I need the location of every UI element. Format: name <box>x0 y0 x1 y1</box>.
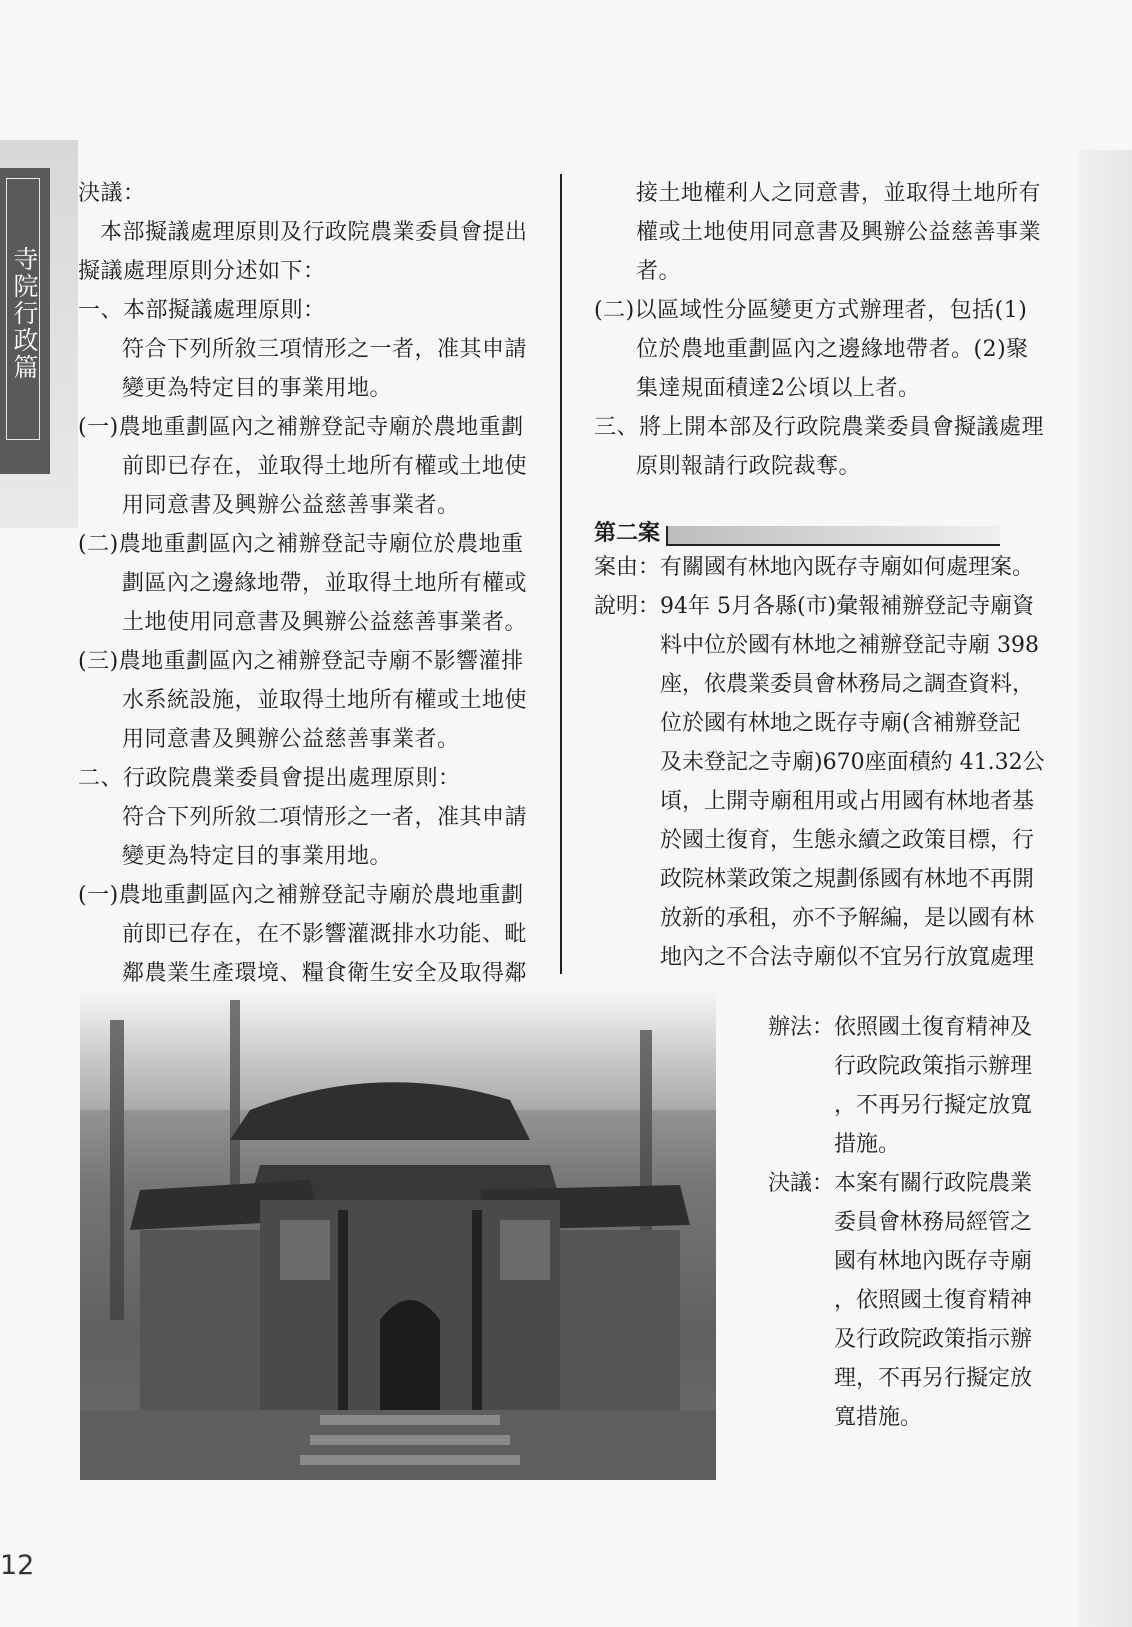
temple-gate-photo <box>80 990 716 1480</box>
explain-line: 頃，上開寺廟租用或占用國有林地者基 <box>660 789 1035 814</box>
method-text <box>834 1008 1048 1164</box>
method-line: 依照國土復育精神及 <box>834 1015 1033 1040</box>
explain-label: 說明： <box>594 594 661 619</box>
case-two-body <box>594 548 1046 1016</box>
explain-line: 於國土復育，生態永續之政策目標，行 <box>660 828 1035 853</box>
body-line: 土地使用同意書及興辦公益慈善事業者。 <box>122 610 528 635</box>
resolution-row <box>768 1164 1048 1437</box>
method-line: 措施。 <box>834 1132 901 1157</box>
body-line: 本部擬議處理原則及行政院農業委員會提出 <box>100 220 528 245</box>
explain-line: 放新的承租，亦不予解編，是以國有林 <box>660 906 1035 931</box>
body-line: 者。 <box>636 259 682 284</box>
body-line: 符合下列所敘三項情形之一者，准其申請 <box>122 337 528 362</box>
list-item: (一)農地重劃區內之補辦登記寺廟於農地重劃 <box>78 883 524 908</box>
method-line: ，不再另行擬定放寬 <box>834 1093 1033 1118</box>
body-line: 原則報請行政院裁奪。 <box>636 454 862 479</box>
resolution-line: 寬措施。 <box>834 1405 923 1430</box>
method-label: 辦法： <box>768 1015 835 1040</box>
list-item: (一)農地重劃區內之補辦登記寺廟於農地重劃 <box>78 415 524 440</box>
resolution-line: 委員會林務局經管之 <box>834 1210 1033 1235</box>
body-line: 擬議處理原則分述如下： <box>78 259 326 284</box>
explain-line: 料中位於國有林地之補辦登記寺廟 398 <box>660 633 1040 658</box>
explain-line: 94年 5月各縣(市)彙報補辦登記寺廟資 <box>660 594 1035 619</box>
body-line: 符合下列所敘二項情形之一者，准其申請 <box>122 805 528 830</box>
explain-text <box>660 587 1046 1016</box>
left-column <box>78 174 534 993</box>
page-edge-shade <box>1078 150 1132 1627</box>
list-heading: 一、本部擬議處理原則： <box>78 298 326 323</box>
resolution-line: 及行政院政策指示辦 <box>834 1327 1033 1352</box>
resolution-line: ，依照國土復育精神 <box>834 1288 1033 1313</box>
resolution-line: 本案有關行政院農業 <box>834 1171 1033 1196</box>
body-line: 權或土地使用同意書及興辦公益慈善事業 <box>636 220 1042 245</box>
body-line: 劃區內之邊緣地帶，並取得土地所有權或 <box>122 571 528 596</box>
resolution-text <box>834 1164 1048 1437</box>
body-line: 位於農地重劃區內之邊緣地帶者。(2)聚 <box>636 337 1029 362</box>
column-divider <box>560 174 562 974</box>
list-item: (二)以區域性分區變更方式辦理者，包括(1) <box>594 298 1028 323</box>
body-line: 集達規面積達2公頃以上者。 <box>636 376 921 401</box>
body-line: 用同意書及興辦公益慈善事業者。 <box>122 727 460 752</box>
resolution-line: 理，不再另行擬定放 <box>834 1366 1033 1391</box>
case-explain-row <box>594 587 1046 1016</box>
body-line: 鄰農業生產環境、糧食衛生安全及取得鄰 <box>122 961 528 986</box>
case-two-title: 第二案 <box>594 521 661 546</box>
body-line: 前即已存在，在不影響灌溉排水功能、毗 <box>122 922 528 947</box>
method-line: 行政院政策指示辦理 <box>834 1054 1033 1079</box>
case-two-header <box>594 518 998 550</box>
explain-line: 地內之不合法寺廟似不宜另行放寬處理 <box>660 945 1035 970</box>
section-tab <box>0 168 50 474</box>
explain-line: 及未登記之寺廟)670座面積約 41.32公 <box>660 750 1045 775</box>
resolution-label: 決議： <box>768 1171 835 1196</box>
cause-text: 有關國有林地內既存寺廟如何處理案。 <box>660 555 1035 580</box>
explain-line: 政院林業政策之規劃係國有林地不再開 <box>660 867 1035 892</box>
body-line: 變更為特定目的事業用地。 <box>122 844 393 869</box>
temple-gate-illustration <box>80 990 716 1480</box>
case-two-decision <box>768 1008 1048 1437</box>
list-heading: 二、行政院農業委員會提出處理原則： <box>78 766 461 791</box>
list-item: (二)農地重劃區內之補辦登記寺廟位於農地重 <box>78 532 524 557</box>
body-line: 水系統設施，並取得土地所有權或土地使 <box>122 688 528 713</box>
method-row <box>768 1008 1048 1164</box>
body-line: 變更為特定目的事業用地。 <box>122 376 393 401</box>
body-line: 用同意書及興辦公益慈善事業者。 <box>122 493 460 518</box>
body-line: 接土地權利人之同意書，並取得土地所有 <box>636 181 1042 206</box>
right-column <box>594 174 1046 486</box>
body-line: 前即已存在，並取得土地所有權或土地使 <box>122 454 528 479</box>
list-item: (三)農地重劃區內之補辦登記寺廟不影響灌排 <box>78 649 524 674</box>
resolution-line: 國有林地內既存寺廟 <box>834 1249 1033 1274</box>
case-cause-row <box>594 548 1046 587</box>
list-heading: 三、將上開本部及行政院農業委員會擬議處理 <box>594 415 1045 440</box>
explain-line: 座，依農業委員會林務局之調查資料， <box>660 672 1035 697</box>
cause-label: 案由： <box>594 555 661 580</box>
resolution-heading: 決議： <box>78 181 146 206</box>
case-title-rule <box>666 526 1000 546</box>
explain-line: 位於國有林地之既存寺廟(含補辦登記 <box>660 711 1021 736</box>
page-number: 12 <box>0 1550 35 1581</box>
section-tab-label: 寺院行政篇 <box>6 178 40 440</box>
